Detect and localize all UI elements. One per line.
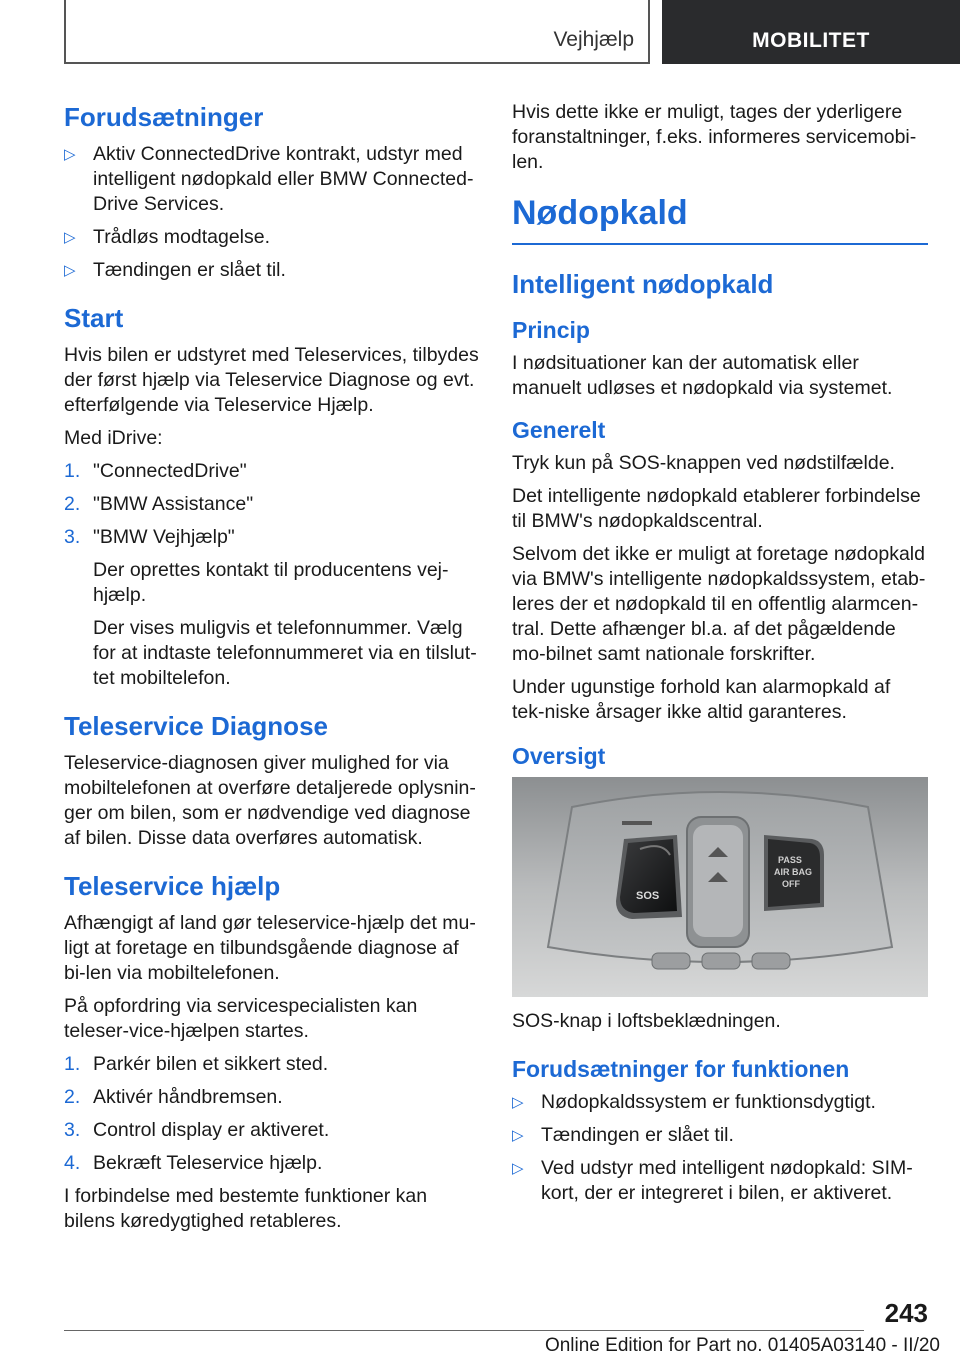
footer-divider (64, 1330, 864, 1331)
triangle-bullet-icon: ▷ (64, 262, 76, 279)
heading-intelligent-emergency-call: Intelligent nødopkald (512, 269, 774, 299)
prerequisites-list (64, 142, 480, 283)
photo-caption: SOS-knap i loftsbeklædningen. (512, 1010, 781, 1032)
start-steps (64, 459, 480, 691)
paragraph: På opfordring via servicespecialisten kan teleser-vice-hjælpen startes. (64, 995, 418, 1042)
heading-principle: Princip (512, 317, 590, 343)
paragraph: Hvis dette ikke er muligt, tages der yderligere foranstaltninger, f.eks. informeres servicemobi-len. (512, 101, 917, 173)
heading-emergency-call: Nødopkald (512, 191, 928, 245)
page-number: 243 (884, 1298, 928, 1328)
svg-text:PASS: PASS (778, 855, 802, 865)
list-item: 2. Aktivér håndbremsen. (64, 1086, 283, 1108)
paragraph: I forbindelse med bestemte funktioner kan bilens køredygtighed retableres. (64, 1185, 428, 1232)
svg-text:OFF: OFF (782, 879, 800, 889)
heading-teleservice-diagnose: Teleservice Diagnose (64, 711, 328, 741)
list-item: 1. "ConnectedDrive" (64, 460, 247, 482)
paragraph: I nødsituationer kan der automatisk eller manuelt udløses et nødopkald via systemet. (512, 352, 893, 399)
svg-text:SOS: SOS (636, 890, 660, 902)
heading-general: Generelt (512, 417, 606, 443)
list-item: ▷ Tændingen er slået til. (64, 259, 286, 281)
step-note: Der oprettes kontakt til producentens vej-hjælp. (93, 559, 449, 606)
help-steps (64, 1052, 480, 1176)
section-title: Vejhjælp (553, 28, 634, 51)
heading-teleservice-help: Teleservice hjælp (64, 871, 281, 901)
heading-overview: Oversigt (512, 743, 606, 769)
paragraph: Tryk kun på SOS-knappen ved nødstilfælde. (512, 452, 895, 474)
list-item: 4. Bekræft Teleservice hjælp. (64, 1152, 323, 1174)
svg-text:AIR BAG: AIR BAG (774, 867, 812, 877)
paragraph: Under ugunstige forhold kan alarmopkald af tek-niske årsager ikke altid garanteres. (512, 676, 891, 723)
triangle-bullet-icon: ▷ (64, 229, 76, 246)
list-item: ▷ Aktiv ConnectedDrive kontrakt, udstyr med intelligent nødopkald eller BMW Connected-Drive Services. (64, 143, 474, 215)
paragraph: Teleservice-diagnosen giver mulighed for via mobiltelefonen at overføre detaljerede oplysnin-ger om bilen, som er nødvendige ved diagnose af bilen. Disse data overføres automatisk. (64, 752, 476, 849)
right-column (512, 100, 928, 1214)
triangle-bullet-icon: ▷ (64, 146, 76, 163)
section-tab (64, 0, 650, 64)
triangle-bullet-icon: ▷ (512, 1094, 524, 1111)
list-item: ▷ Trådløs modtagelse. (64, 226, 271, 248)
chapter-tab: MOBILITET (662, 0, 960, 64)
paragraph: Afhængigt af land gør teleservice-hjælp det mu-ligt at foretage en tilbundsgående diagnose af bi-len via mobiltelefonen. (64, 912, 476, 984)
list-item: 3. "BMW Vejhjælp" Der oprettes kontakt til producentens vej-hjælp. Der vises muligvis et telefonnummer. Vælg for at indtaste telefonnummeret via en tilslut-tet mobiltelefon. (64, 525, 480, 691)
list-item: 3. Control display er aktiveret. (64, 1119, 330, 1141)
left-column (64, 100, 480, 1242)
paragraph: Hvis bilen er udstyret med Teleservices, tilbydes der først hjælp via Teleservice Diagnose og evt. efterfølgende via Teleservice Hjælp. (64, 344, 479, 416)
list-item: 2. "BMW Assistance" (64, 493, 254, 515)
paragraph: Med iDrive: (64, 427, 163, 449)
heading-start: Start (64, 303, 124, 333)
heading-prerequisites: Forudsætninger (64, 102, 264, 132)
triangle-bullet-icon: ▷ (512, 1160, 524, 1177)
sos-button-photo (512, 777, 928, 997)
heading-function-prerequisites: Forudsætninger for funktionen (512, 1056, 850, 1082)
list-item: ▷ Tændingen er slået til. (512, 1124, 734, 1146)
page-header (0, 0, 960, 66)
list-item: ▷ Nødopkaldssystem er funktionsdygtigt. (512, 1091, 876, 1113)
list-item: ▷ Ved udstyr med intelligent nødopkald: SIM-kort, der er integreret i bilen, er aktiveret. (512, 1157, 913, 1204)
step-note: Der vises muligvis et telefonnummer. Vælg for at indtaste telefonnummeret via en tilslut-tet mobiltelefon. (93, 617, 477, 689)
paragraph: Det intelligente nødopkald etablerer forbindelse til BMW's nødopkaldscentral. (512, 485, 921, 532)
list-item: 1. Parkér bilen et sikkert sted. (64, 1053, 329, 1075)
paragraph: Selvom det ikke er muligt at foretage nødopkald via BMW's intelligente nødopkaldssystem, etab-leres der et nødopkald til en offentlig alarmcen-tral. Dette afhænger bl.a. af det pågældende mo-bilnet samt nationale forskrifter. (512, 543, 926, 665)
function-prerequisites-list (512, 1090, 928, 1206)
footer-edition: Online Edition for Part no. 01405A03140 - II/20 (544, 1335, 940, 1356)
triangle-bullet-icon: ▷ (512, 1127, 524, 1144)
